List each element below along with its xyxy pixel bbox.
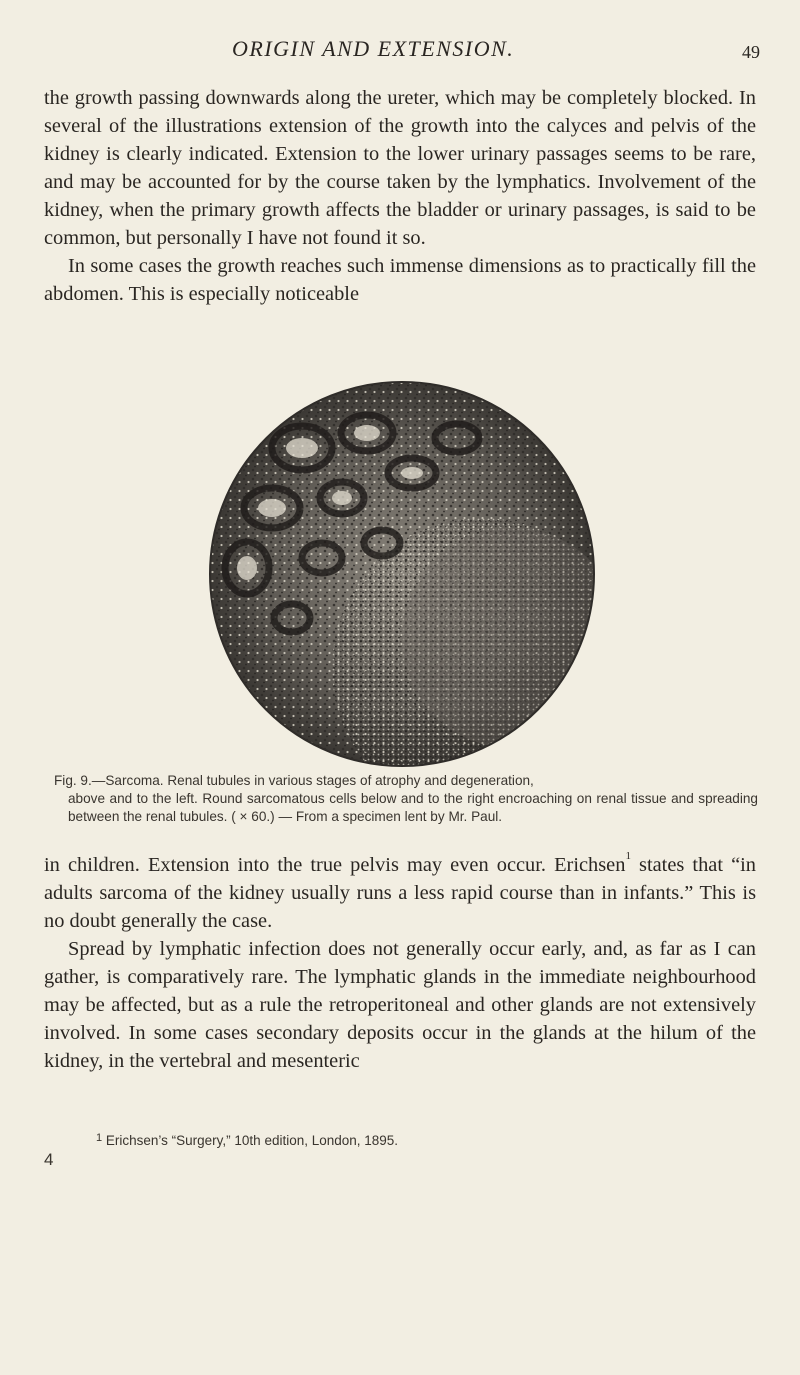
caption-text: above and to the left. Round sarcomatous cells below and to the right encroaching on renal tissue and spreading between the renal tubules. ( × 60.) — From a specimen lent by Mr. Paul. — [68, 791, 758, 824]
figure-caption — [54, 772, 758, 826]
signature-mark: 4 — [44, 1150, 54, 1169]
footnote-text: Erichsen’s “Surgery,” 10th edition, London, 1895. — [102, 1133, 399, 1148]
micrograph-figure — [152, 378, 648, 768]
paragraph: In some cases the growth reaches such immense dimensions as to practically fill the abdomen. This is especially noticeable — [44, 255, 756, 305]
footnote-mark: 1 — [96, 1132, 103, 1144]
body-text-top — [44, 84, 756, 308]
paragraph: the growth passing downwards along the ureter, which may be completely blocked. In several of the illustrations extension of the growth into the calyces and pelvis of the kidney is clearly indicated. Extension to the lower urinary passages seems to be rare, and may be accounted for by the course taken by the lymphatics. Involvement of the kidney, when the primary growth affects the bladder or urinary passages, is said to be common, but personally I have not found it so. — [44, 87, 756, 249]
footnote-ref: 1 — [625, 850, 631, 862]
body-text-bottom — [44, 851, 756, 1075]
footnote — [96, 1133, 756, 1148]
chapter-title: ORIGIN AND EXTENSION. — [232, 36, 515, 61]
paragraph — [44, 851, 756, 935]
paragraph-text: states that “in adults sarcoma of the kidney usually runs a less rapid course than in infants.” This is no doubt generally the case. — [44, 854, 756, 932]
caption-line: Fig. 9.—Sarcoma. Renal tubules in various stages of atrophy and degeneration, — [54, 773, 534, 788]
paragraph-text: in children. Extension into the true pelvis may even occur. Erichsen — [44, 854, 626, 876]
paragraph: Spread by lymphatic infection does not generally occur early, and, as far as I can gather, is comparatively rare. The lymphatic glands in the immediate neighbourhood may be affected, but as a rule the retroperitoneal and other glands are not extensively involved. In some cases secondary deposits occur in the glands at the hilum of the kidney, in the vertebral and mesenteric — [44, 938, 756, 1072]
micrograph-image — [152, 378, 648, 768]
page-number: 49 — [742, 42, 760, 62]
